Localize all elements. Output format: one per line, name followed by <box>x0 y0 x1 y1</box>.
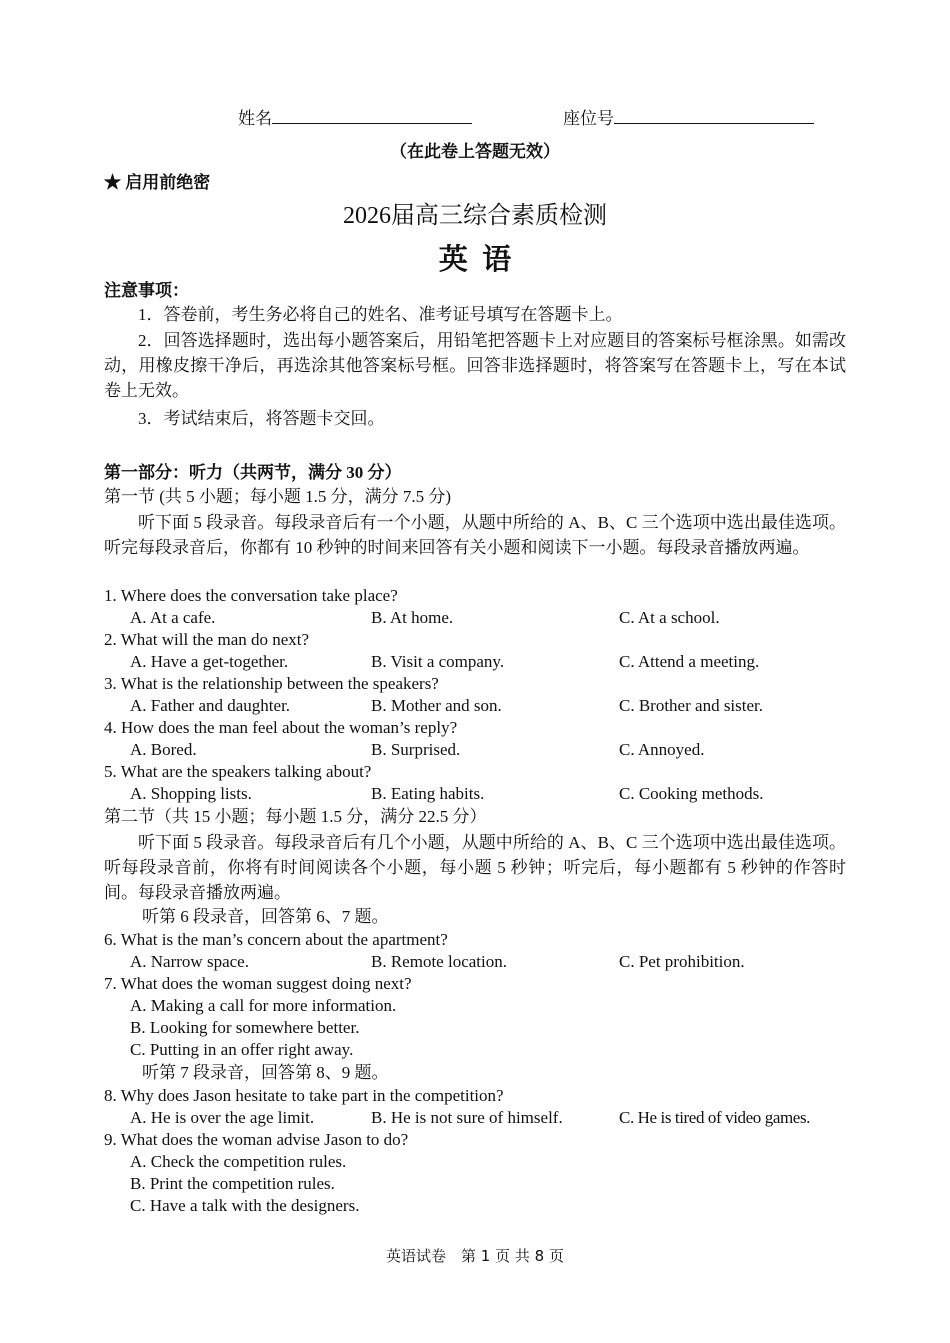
q7-option-b: B. Looking for somewhere better. <box>130 1018 360 1037</box>
q6-option-a: A. Narrow space. <box>130 952 249 971</box>
q5-option-c: C. Cooking methods. <box>619 784 764 803</box>
passage7-note: 听第 7 段录音，回答第 8、9 题。 <box>142 1063 389 1082</box>
notes-item-1: 1．答卷前，考生务必将自己的姓名、准考证号填写在答题卡上。 <box>138 305 623 324</box>
q7-option-a: A. Making a call for more information. <box>130 996 397 1015</box>
q4-option-b: B. Surprised. <box>371 740 461 759</box>
q3-option-c: C. Brother and sister. <box>619 696 764 715</box>
q1-option-c: C. At a school. <box>619 608 720 627</box>
q1-option-b: B. At home. <box>371 608 454 627</box>
question-8: 8. Why does Jason hesitate to take part in the competition? <box>104 1086 504 1105</box>
name-blank <box>272 107 472 124</box>
section2-instructions: 听下面 5 段录音。每段录音后有几个小题，从题中所给的 A、B、C 三个选项中选出最佳选项。听每段录音前，你将有时间阅读各个小题，每小题 5 秒钟；听完后，每小题都有 5 秒钟的作答时间。每段录音播放两遍。 <box>104 833 846 902</box>
notes-item-3: 3．考试结束后，将答题卡交回。 <box>138 409 385 428</box>
q8-option-b: B. He is not sure of himself. <box>371 1108 563 1127</box>
part1-heading: 第一部分：听力（共两节，满分 30 分） <box>104 463 402 482</box>
page-footer: 英语试卷 第 1 页 共 8 页 <box>386 1247 564 1265</box>
section1-heading: 第一节 (共 5 小题；每小题 1.5 分，满分 7.5 分) <box>104 487 452 506</box>
notes-item-2: 2．回答选择题时，选出每小题答案后，用铅笔把答题卡上对应题目的答案标号框涂黑。如需改动，用橡皮擦干净后，再选涂其他答案标号框。回答非选择题时，将答案写在答题卡上，写在本试卷上无效。 <box>104 331 846 400</box>
q2-option-b: B. Visit a company. <box>371 652 505 671</box>
q5-option-b: B. Eating habits. <box>371 784 485 803</box>
subject-title: 英 语 <box>438 244 512 276</box>
notes-heading: 注意事项： <box>104 281 189 300</box>
q5-option-a: A. Shopping lists. <box>130 784 252 803</box>
question-3: 3. What is the relationship between the speakers? <box>104 674 439 693</box>
q3-option-a: A. Father and daughter. <box>130 696 291 715</box>
q3-option-b: B. Mother and son. <box>371 696 502 715</box>
seat-blank <box>614 107 814 124</box>
q2-option-a: A. Have a get-together. <box>130 652 289 671</box>
secret-label: ★ 启用前绝密 <box>104 173 211 192</box>
q9-option-c: C. Have a talk with the designers. <box>130 1196 360 1215</box>
invalid-note: （在此卷上答题无效） <box>390 142 560 161</box>
passage6-note: 听第 6 段录音，回答第 6、7 题。 <box>142 907 389 926</box>
name-field <box>238 107 472 130</box>
q7-option-c: C. Putting in an offer right away. <box>130 1040 354 1059</box>
question-5: 5. What are the speakers talking about? <box>104 762 372 781</box>
q1-option-a: A. At a cafe. <box>130 608 216 627</box>
q2-option-c: C. Attend a meeting. <box>619 652 760 671</box>
q4-option-a: A. Bored. <box>130 740 197 759</box>
q4-option-c: C. Annoyed. <box>619 740 705 759</box>
exam-title: 2026届高三综合素质检测 <box>343 203 607 229</box>
section2-heading: 第二节（共 15 小题；每小题 1.5 分，满分 22.5 分） <box>104 807 487 826</box>
question-4: 4. How does the man feel about the woman’s reply? <box>104 718 458 737</box>
q6-option-c: C. Pet prohibition. <box>619 952 745 971</box>
seat-field <box>563 107 814 130</box>
question-9: 9. What does the woman advise Jason to do? <box>104 1130 409 1149</box>
section1-instructions: 听下面 5 段录音。每段录音后有一个小题，从题中所给的 A、B、C 三个选项中选出最佳选项。听完每段录音后，你都有 10 秒钟的时间来回答有关小题和阅读下一小题。每段录音播放两遍。 <box>104 513 846 557</box>
q6-option-b: B. Remote location. <box>371 952 507 971</box>
question-2: 2. What will the man do next? <box>104 630 310 649</box>
seat-label: 座位号 <box>563 109 614 128</box>
q8-option-a: A. He is over the age limit. <box>130 1108 315 1127</box>
q9-option-b: B. Print the competition rules. <box>130 1174 335 1193</box>
q9-option-a: A. Check the competition rules. <box>130 1152 347 1171</box>
question-7: 7. What does the woman suggest doing next? <box>104 974 412 993</box>
q8-option-c: C. He is tired of video games. <box>619 1108 811 1127</box>
question-1: 1. Where does the conversation take place? <box>104 586 398 605</box>
question-6: 6. What is the man’s concern about the apartment? <box>104 930 448 949</box>
name-label: 姓名 <box>238 109 272 128</box>
